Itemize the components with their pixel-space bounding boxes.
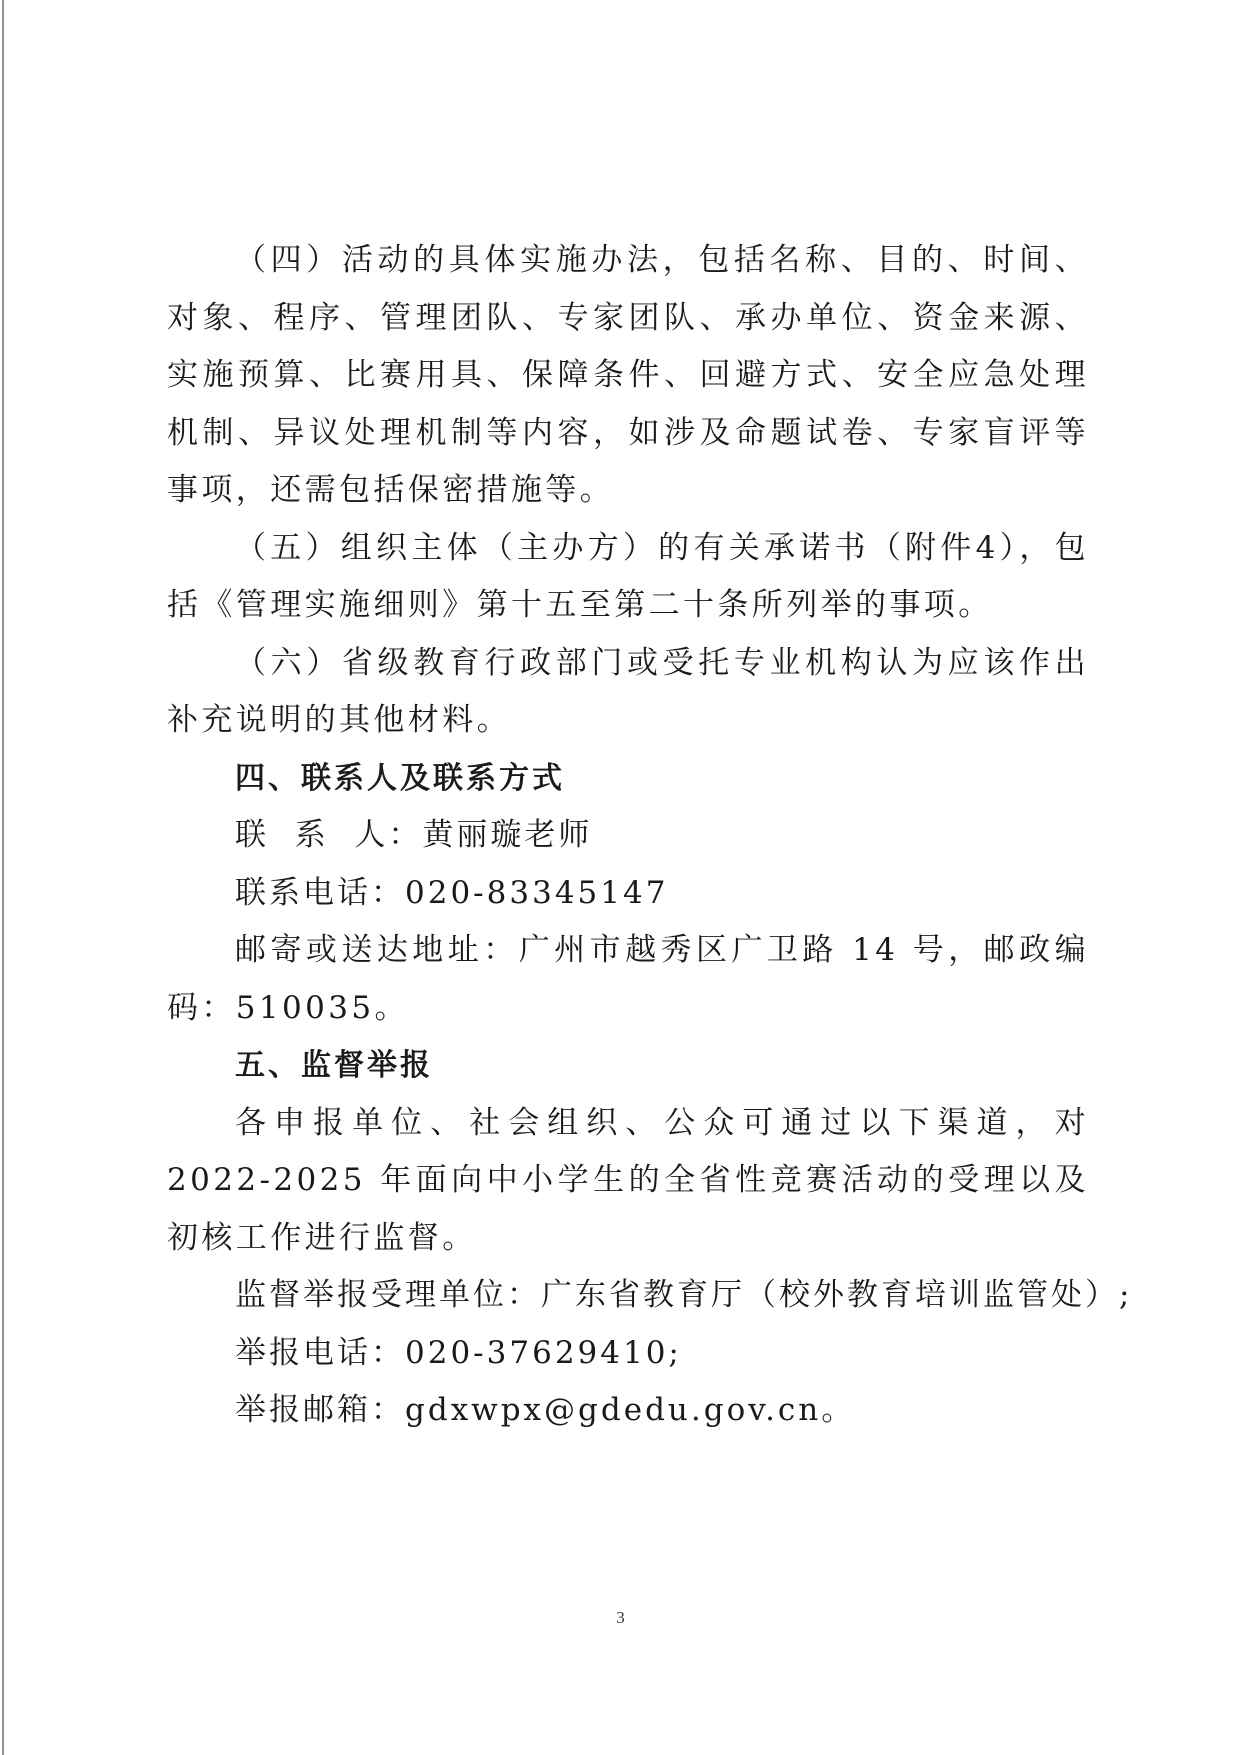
supervision-unit: 监督举报受理单位：广东省教育厅（校外教育培训监管处）; [235, 1277, 1133, 1313]
scan-edge-line [2, 0, 4, 1755]
contact-phone: 联系电话：020-83345147 [235, 874, 669, 911]
section-heading-supervision: 五、监督举报 [235, 1048, 433, 1083]
section-heading-contact: 四、联系人及联系方式 [235, 760, 565, 796]
page-number: 3 [616, 1608, 625, 1627]
report-phone: 举报电话：020-37629410; [235, 1334, 682, 1371]
paragraph-item-5: （五）组织主体（主办方）的有关承诺书（附件4），包括《管理实施细则》第十五至第二十条所列举的事项。 [167, 529, 1089, 623]
document-body [167, 232, 1133, 1440]
supervision-intro: 各申报单位、社会组织、公众可通过以下渠道，对 2022-2025 年面向中小学生的全省性竞赛活动的受理以及初核工作进行监督。 [167, 1104, 1089, 1256]
contact-person: 联 系 人：黄丽璇老师 [235, 817, 593, 853]
mailing-address: 邮寄或送达地址：广州市越秀区广卫路 14 号，邮政编码：510035。 [167, 932, 1089, 1026]
report-email: 举报邮箱：gdxwpx@gdedu.gov.cn。 [235, 1392, 856, 1428]
paragraph-item-4: （四）活动的具体实施办法，包括名称、目的、时间、对象、程序、管理团队、专家团队、承办单位、资金来源、实施预算、比赛用具、保障条件、回避方式、安全应急处理机制、异议处理机制等内容，如涉及命题试卷、专家盲评等事项，还需包括保密措施等。 [167, 242, 1089, 508]
paragraph-item-6: （六）省级教育行政部门或受托专业机构认为应该作出补充说明的其他材料。 [167, 644, 1089, 738]
